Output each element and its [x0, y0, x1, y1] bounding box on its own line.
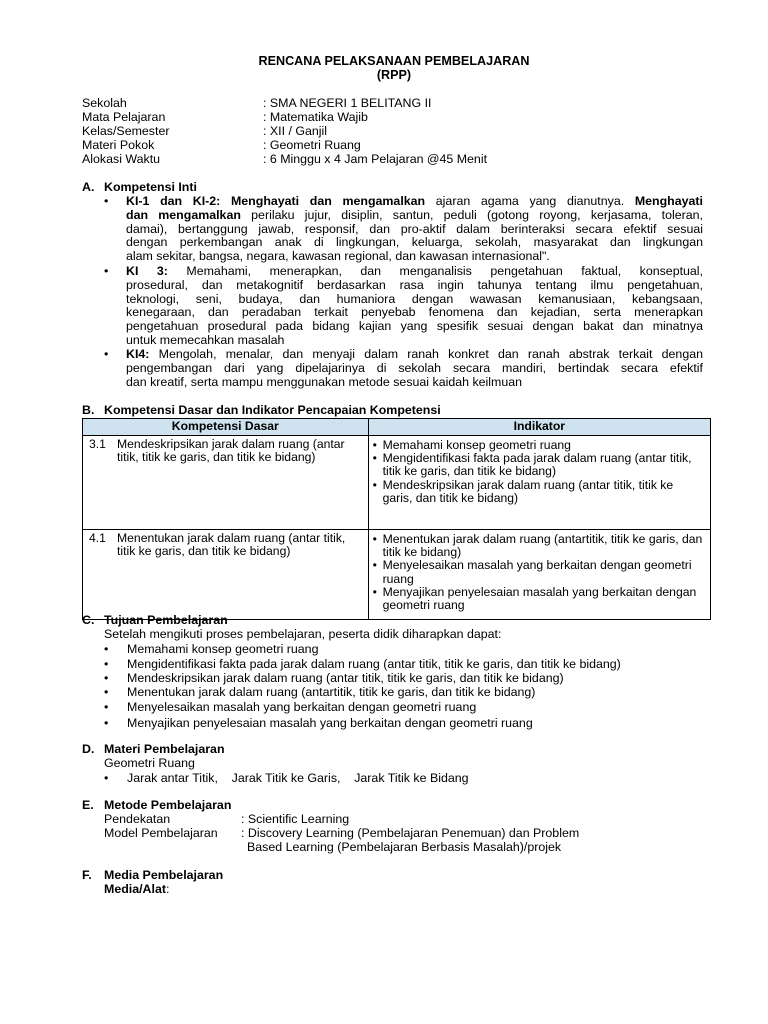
bullet-icon: •: [104, 716, 109, 730]
section-c-intro: Setelah mengikuti proses pembelajaran, peserta didik diharapkan dapat:: [104, 627, 502, 641]
ki12-text-2: perilaku jujur, disiplin, santun, peduli (gotong royong, kerjasama, toleran,: [240, 207, 703, 222]
ki12-bold-3: dan mengamalkan: [126, 207, 241, 222]
section-c-title: Tujuan Pembelajaran: [104, 613, 228, 627]
ki4-label: KI4:: [126, 347, 150, 361]
indicator-item: • Memahami konsep geometri ruang: [372, 438, 571, 452]
identity-value-topic: : Geometri Ruang: [263, 138, 361, 152]
kd-number: 3.1: [89, 437, 106, 451]
identity-label-subject: Mata Pelajaran: [82, 110, 166, 124]
table-header-indicator: Indikator: [368, 419, 710, 436]
identity-value-subject: : Matematika Wajib: [263, 110, 368, 124]
identity-label-class: Kelas/Semester: [82, 124, 170, 138]
ki4-text-2: pengembangan dari yang dipelajarinya di sekolah secara mandiri, bertindak secara efektif: [126, 360, 703, 375]
table-cell-kd: [83, 436, 369, 530]
ki3-text-3: teknologi, seni, budaya, dan humaniora dengan wawasan kemanusiaan, kebangsaan,: [126, 291, 703, 306]
ki12-label: KI-1 dan KI-2: Menghayati dan mengamalkan: [126, 194, 426, 208]
ki3-label: KI 3:: [126, 264, 168, 278]
model-value-line-2: Based Learning (Pembelajaran Berbasis Masalah)/projek: [247, 840, 562, 854]
indicator-item: • Menentukan jarak dalam ruang (antartitik, titik ke garis, dan titik ke bidang): [372, 532, 703, 560]
document-title: RENCANA PELAKSANAAN PEMBELAJARAN: [258, 54, 530, 68]
ki4-text-1: Mengolah, menalar, dan menyaji dalam ranah konkret dan ranah abstrak terkait dengan: [149, 347, 703, 361]
identity-value-class: : XII / Ganjil: [263, 124, 328, 138]
section-c-letter: C.: [82, 613, 95, 627]
table-row: [83, 436, 711, 530]
bullet-icon: •: [372, 558, 377, 573]
bullet-icon: •: [104, 642, 109, 656]
ki3-text-5: pengetahuan prosedural pada bidang kajian yang spesifik sesuai dengan bakat dan minatnya: [126, 319, 703, 334]
identity-label-time: Alokasi Waktu: [82, 152, 161, 166]
list-item: • Menentukan jarak dalam ruang (antartitik, titik ke garis, dan titik ke bidang): [104, 685, 536, 699]
section-a-letter: A.: [82, 180, 95, 194]
section-e-title: Metode Pembelajaran: [104, 798, 232, 812]
bullet-icon: •: [372, 584, 377, 599]
ki4-text-3: dan kreatif, serta mampu menggunakan metode sesuai kaidah keilmuan: [126, 374, 523, 389]
kd-text: Menentukan jarak dalam ruang (antar titik, titik ke garis, dan titik ke bidang): [117, 531, 346, 559]
table-row: [83, 530, 711, 620]
approach-label: Pendekatan: [104, 812, 171, 826]
list-item: • Mendeskripsikan jarak dalam ruang (antar titik, titik ke garis, dan titik ke bidang): [104, 671, 564, 685]
ki12-bold-2: Menghayati: [634, 194, 703, 208]
identity-value-time: : 6 Minggu x 4 Jam Pelajaran @45 Menit: [263, 152, 488, 166]
kd-text: Mendeskripsikan jarak dalam ruang (antar titik, titik ke garis, dan titik ke bidang): [117, 437, 345, 465]
indicator-item: • Menyajikan penyelesaian masalah yang berkaitan dengan geometri ruang: [372, 584, 697, 613]
model-value-line-1: : Discovery Learning (Pembelajaran Penemuan) dan Problem: [241, 826, 580, 840]
competency-table: [82, 418, 711, 620]
ki3-bullet: •: [104, 264, 109, 278]
table-header-kd: Kompetensi Dasar: [83, 419, 369, 436]
media-label: Media/Alat: [104, 882, 166, 896]
table-cell-kd: [83, 530, 369, 620]
list-item: • Jarak antar Titik, Jarak Titik ke Garis, Jarak Titik ke Bidang: [104, 771, 469, 785]
section-f-title: Media Pembelajaran: [104, 868, 224, 882]
bullet-icon: •: [104, 700, 109, 714]
table-cell-indicators: [368, 530, 710, 620]
identity-label-topic: Materi Pokok: [82, 138, 155, 152]
section-b-title: Kompetensi Dasar dan Indikator Pencapaian Kompetensi: [104, 403, 441, 417]
bullet-icon: •: [372, 438, 377, 452]
bullet-icon: •: [104, 685, 109, 699]
ki3-text-6: untuk memecahkan masalah: [126, 332, 285, 347]
section-e-letter: E.: [82, 798, 94, 812]
list-item: • Mengidentifikasi fakta pada jarak dalam ruang (antar titik, titik ke garis, dan titik ke bidang): [104, 657, 621, 671]
ki3-paragraph: [126, 265, 703, 348]
ki12-text-5: alam sekitar, bangsa, negara, kawasan regional, dan kawasan internasional".: [126, 249, 550, 264]
section-f-letter: F.: [82, 868, 92, 882]
ki12-paragraph: [126, 195, 703, 264]
bullet-icon: •: [104, 771, 109, 785]
bullet-icon: •: [104, 657, 109, 671]
ki12-text-3: damai), bertanggung jawab, responsif, dan pro-aktif dalam berinteraksi secara efektif sesuai: [126, 221, 703, 236]
ki3-text-2: prosedural, dan metakognitif berdasarkan rasa ingin tahunya tentang ilmu pengetahuan,: [126, 277, 703, 292]
identity-label-school: Sekolah: [82, 96, 127, 110]
ki12-bullet: •: [104, 194, 109, 208]
model-label: Model Pembelajaran: [104, 826, 218, 840]
ki3-text-4: kenegaraan, dan peradaban terkait penyebab fenomena dan kejadian, serta menerapkan: [126, 305, 703, 320]
indicator-item: • Menyelesaikan masalah yang berkaitan dengan geometri ruang: [372, 558, 692, 586]
ki12-text-4: dengan perkembangan anak di lingkungan, keluarga, sekolah, masyarakat dan lingkungan: [126, 235, 703, 250]
indicator-item: • Mendeskripsikan jarak dalam ruang (antar titik, titik ke garis, dan titik ke bidang): [372, 477, 674, 505]
indicator-item: • Mengidentifikasi fakta pada jarak dalam ruang (antar titik, titik ke garis, dan titik ke bidang): [372, 451, 692, 479]
kd-number: 4.1: [89, 531, 106, 545]
section-a-title: Kompetensi Inti: [104, 180, 197, 194]
approach-value: : Scientific Learning: [241, 812, 350, 826]
list-item: • Menyajikan penyelesaian masalah yang berkaitan dengan geometri ruang: [104, 716, 533, 730]
ki12-text-1: ajaran agama yang dianutnya.: [425, 194, 635, 208]
table-cell-indicators: [368, 436, 710, 530]
bullet-icon: •: [104, 671, 109, 685]
bullet-icon: •: [372, 451, 377, 466]
media-colon: :: [165, 882, 170, 896]
bullet-icon: •: [372, 477, 377, 492]
section-d-letter: D.: [82, 742, 95, 756]
document-subtitle: (RPP): [376, 68, 412, 82]
bullet-icon: •: [372, 532, 377, 546]
identity-value-school: : SMA NEGERI 1 BELITANG II: [263, 96, 432, 110]
list-item: • Memahami konsep geometri ruang: [104, 642, 319, 656]
section-d-subtitle: Geometri Ruang: [104, 756, 195, 770]
list-item: • Menyelesaikan masalah yang berkaitan dengan geometri ruang: [104, 700, 477, 714]
section-b-letter: B.: [82, 403, 95, 417]
ki4-bullet: •: [104, 347, 109, 361]
media-label-row: [104, 883, 169, 897]
section-d-title: Materi Pembelajaran: [104, 742, 225, 756]
ki3-text-1: Memahami, menerapkan, dan menganalisis pengetahuan faktual, konseptual,: [167, 264, 704, 278]
ki4-paragraph: [126, 348, 703, 389]
